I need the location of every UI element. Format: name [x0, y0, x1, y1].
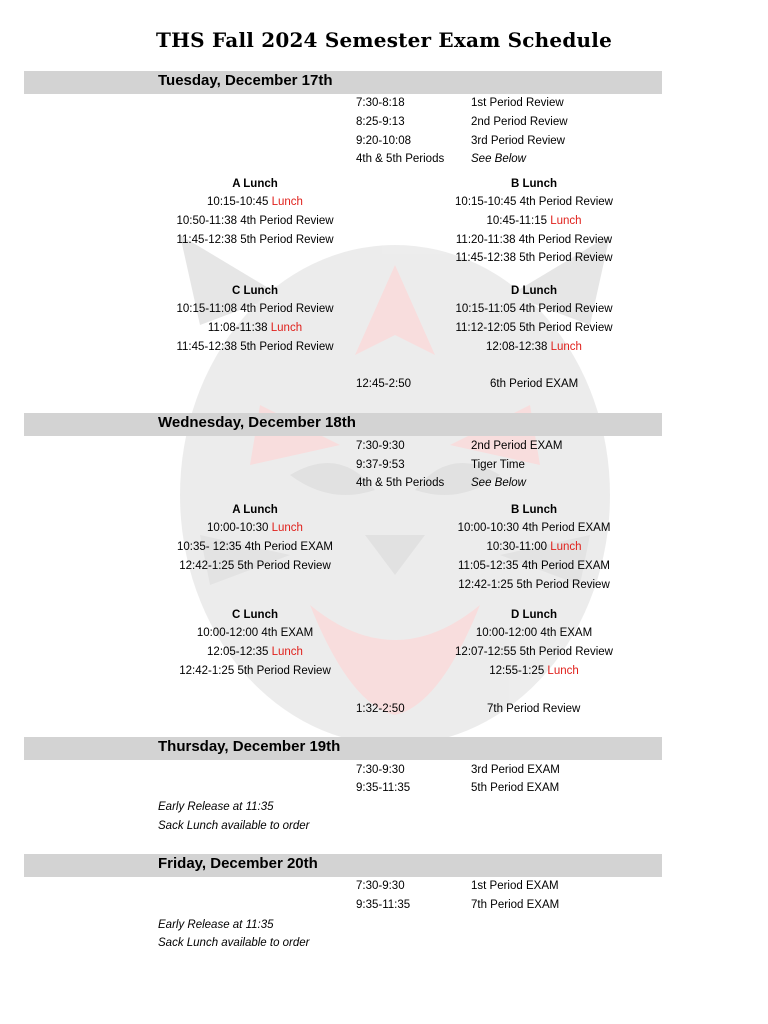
slot-description: 2nd Period EXAM	[471, 440, 563, 452]
lunch-line: 12:07-12:55 5th Period Review	[455, 646, 613, 658]
lunch-line: 10:35- 12:35 4th Period EXAM	[176, 541, 333, 553]
slot-description: 3rd Period Review	[471, 135, 565, 147]
time-slot: 9:35-11:35	[356, 899, 411, 911]
lunch-line: 12:42-1:25 5th Period Review	[179, 665, 331, 677]
lunch-line: 10:00-12:00 4th EXAM	[475, 627, 593, 639]
lunch-line: 11:20-11:38 4th Period Review	[455, 234, 613, 246]
time-slot: 7:30-9:30	[356, 440, 405, 452]
slot-description: Tiger Time	[471, 459, 525, 471]
day-heading-bar	[24, 413, 662, 436]
slot-description: 1st Period Review	[471, 97, 564, 109]
slot-description: 1st Period EXAM	[471, 880, 559, 892]
day-heading: Wednesday, December 18th	[158, 414, 356, 431]
note-text: Sack Lunch available to order	[158, 820, 310, 832]
slot-description: 6th Period EXAM	[490, 378, 579, 390]
lunch-group-label: C Lunch	[232, 285, 278, 297]
lunch-line: 10:15-11:08 4th Period Review	[176, 303, 334, 315]
time-slot: 12:45-2:50	[356, 378, 411, 390]
lunch-line: 10:00-12:00 4th EXAM	[196, 627, 314, 639]
lunch-line: 10:50-11:38 4th Period Review	[176, 215, 334, 227]
time-slot: 7:30-9:30	[356, 764, 405, 776]
lunch-group-label: D Lunch	[511, 609, 557, 621]
slot-description: 7th Period Review	[487, 703, 581, 715]
lunch-line: 10:00-10:30 Lunch	[207, 522, 303, 534]
slot-description: 2nd Period Review	[471, 116, 568, 128]
slot-description: 3rd Period EXAM	[471, 764, 560, 776]
slot-description: See Below	[471, 153, 526, 165]
lunch-group-label: D Lunch	[511, 285, 557, 297]
lunch-line: 11:45-12:38 5th Period Review	[176, 341, 334, 353]
note-text: Early Release at 11:35	[158, 919, 274, 931]
slot-description: See Below	[471, 477, 526, 489]
lunch-line: 12:08-12:38 Lunch	[486, 341, 582, 353]
lunch-line: 11:05-12:35 4th Period EXAM	[458, 560, 610, 572]
time-slot: 4th & 5th Periods	[356, 477, 445, 489]
lunch-line: 10:15-11:05 4th Period Review	[455, 303, 613, 315]
time-slot: 7:30-9:30	[356, 880, 405, 892]
lunch-group-label: A Lunch	[232, 504, 278, 516]
lunch-line: 12:05-12:35 Lunch	[207, 646, 303, 658]
day-heading-bar	[24, 854, 662, 877]
day-heading: Tuesday, December 17th	[158, 72, 333, 89]
day-heading: Thursday, December 19th	[158, 738, 341, 755]
time-slot: 1:32-2:50	[356, 703, 405, 715]
time-slot: 4th & 5th Periods	[356, 153, 445, 165]
lunch-line: 11:45-12:38 5th Period Review	[176, 234, 334, 246]
lunch-line: 12:55-1:25 Lunch	[489, 665, 579, 677]
lunch-group-label: B Lunch	[511, 178, 557, 190]
day-heading-bar	[24, 737, 662, 760]
lunch-line: 10:00-10:30 4th Period EXAM	[457, 522, 611, 534]
lunch-group-label: C Lunch	[232, 609, 278, 621]
lunch-line: 11:12-12:05 5th Period Review	[455, 322, 613, 334]
lunch-line: 11:45-12:38 5th Period Review	[455, 252, 613, 264]
lunch-line: 12:42-1:25 5th Period Review	[458, 579, 610, 591]
time-slot: 7:30-8:18	[356, 97, 405, 109]
note-text: Early Release at 11:35	[158, 801, 274, 813]
day-heading: Friday, December 20th	[158, 855, 318, 872]
slot-description: 7th Period EXAM	[471, 899, 560, 911]
lunch-line: 10:15-10:45 4th Period Review	[455, 196, 613, 208]
lunch-line: 12:42-1:25 5th Period Review	[179, 560, 331, 572]
lunch-group-label: B Lunch	[511, 504, 557, 516]
page-title: THS Fall 2024 Semester Exam Schedule	[156, 28, 612, 52]
lunch-line: 10:45-11:15 Lunch	[486, 215, 582, 227]
time-slot: 8:25-9:13	[356, 116, 405, 128]
lunch-line: 10:30-11:00 Lunch	[486, 541, 582, 553]
lunch-group-label: A Lunch	[232, 178, 278, 190]
note-text: Sack Lunch available to order	[158, 937, 310, 949]
slot-description: 5th Period EXAM	[471, 782, 560, 794]
lunch-line: 10:15-10:45 Lunch	[207, 196, 303, 208]
lunch-line: 11:08-11:38 Lunch	[207, 322, 303, 334]
time-slot: 9:37-9:53	[356, 459, 405, 471]
day-heading-bar	[24, 71, 662, 94]
time-slot: 9:35-11:35	[356, 782, 411, 794]
time-slot: 9:20-10:08	[356, 135, 411, 147]
